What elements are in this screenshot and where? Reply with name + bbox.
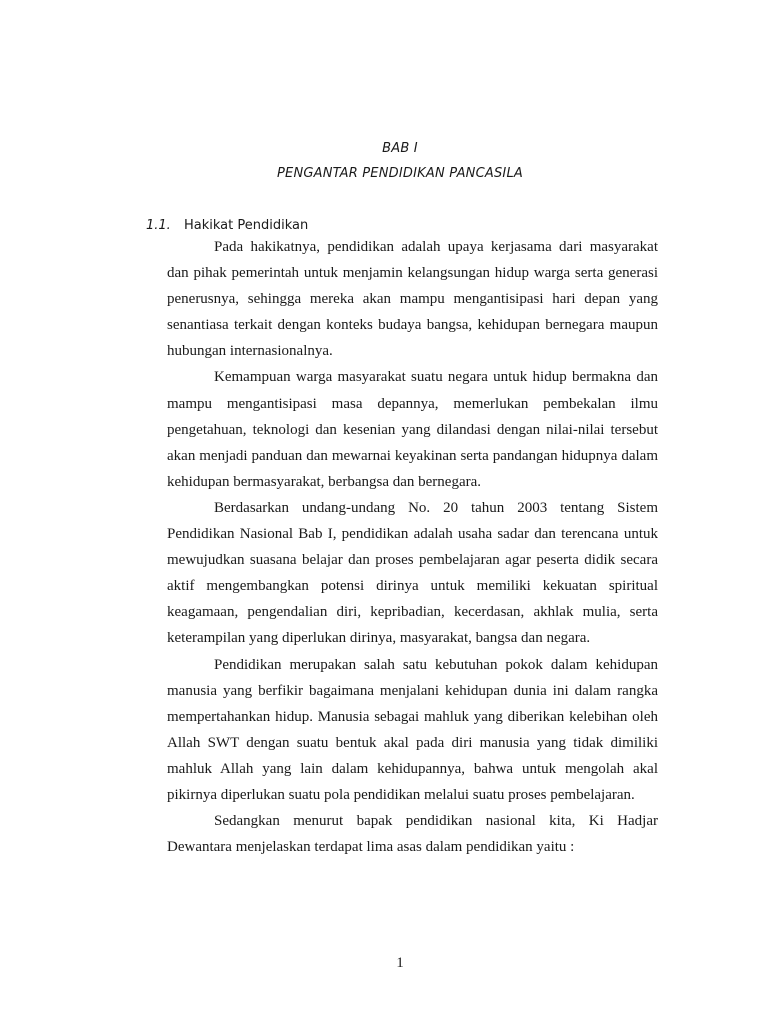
page-number: 1	[396, 955, 404, 971]
paragraph: Sedangkan menurut bapak pendidikan nasional kita, Ki Hadjar Dewantara menjelaskan terdapat lima asas dalam pendidikan yaitu :	[167, 813, 658, 856]
paragraph: Pada hakikatnya, pendidikan adalah upaya kerjasama dari masyarakat dan pihak pemerintah untuk menjamin kelangsungan hidup warga serta generasi penerusnya, sehingga mereka akan mampu mengantisipasi hari depan yang senantiasa terkait dengan konteks budaya bangsa, kehidupan bernegara maupun hubungan internasionalnya.	[167, 239, 658, 360]
paragraph: Berdasarkan undang-undang No. 20 tahun 2003 tentang Sistem Pendidikan Nasional Bab I, pendidikan adalah usaha sadar dan terencana untuk mewujudkan suasana belajar dan proses pembelajaran agar peserta didik secara aktif mengembangkan potensi dirinya untuk memiliki kekuatan spiritual keagamaan, pengendalian diri, kepribadian, kecerdasan, akhlak mulia, serta keterampilan yang diperlukan dirinya, masyarakat, bangsa dan negara.	[167, 499, 658, 647]
section-heading	[146, 218, 308, 233]
paragraph: Kemampuan warga masyarakat suatu negara untuk hidup bermakna dan mampu mengantisipasi masa depannya, memerlukan pembekalan ilmu pengetahuan, teknologi dan kesenian yang dilandasi dengan nilai-nilai tersebut akan menjadi panduan dan mewarnai keyakinan serta pandangan hidupnya dalam kehidupan bermasyarakat, berbangsa dan bernegara.	[167, 369, 658, 490]
body-text	[167, 234, 658, 860]
chapter-number: BAB I	[382, 141, 418, 156]
paragraph: Pendidikan merupakan salah satu kebutuhan pokok dalam kehidupan manusia yang berfikir bagaimana menjalani kehidupan dunia ini dalam rangka mempertahankan hidup. Manusia sebagai mahluk yang diberikan kelebihan oleh Allah SWT dengan suatu bentuk akal pada diri manusia yang tidak dimiliki mahluk Allah yang lain dalam kehidupannya, bahwa untuk mengolah akal pikirnya diperlukan suatu pola pendidikan melalui suatu proses pembelajaran.	[167, 656, 658, 803]
section-number: 1.1.	[146, 218, 171, 233]
section-title: Hakikat Pendidikan	[184, 218, 309, 233]
chapter-title: PENGANTAR PENDIDIKAN PANCASILA	[276, 166, 524, 181]
